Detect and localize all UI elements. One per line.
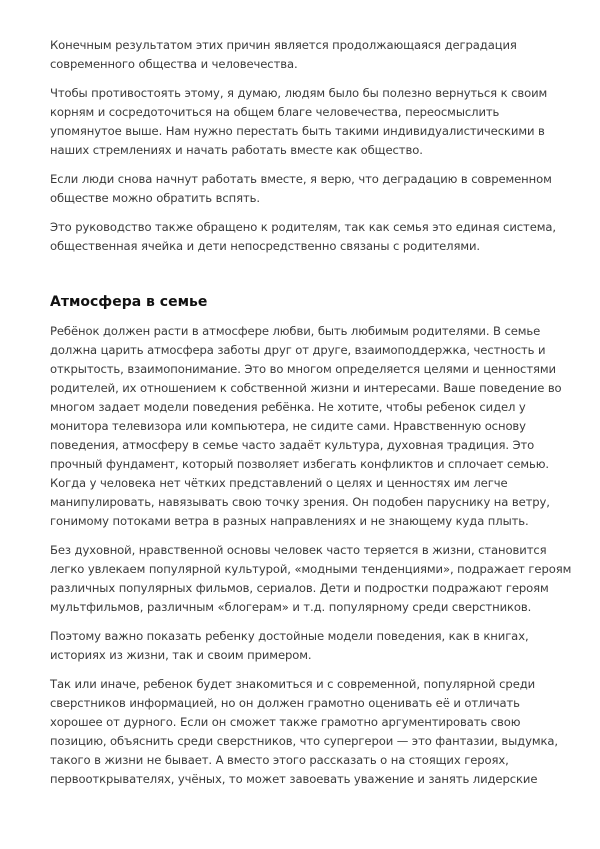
text-line: Ребёнок должен расти в атмосфере любви, быть любимым родителями. В семье (50, 324, 541, 338)
text-line: манипулировать, навязывать свою точку зрения. Он подобен паруснику на ветру, (50, 495, 550, 509)
text-line: Так или иначе, ребенок будет знакомиться и с современной, популярной среди (50, 677, 536, 691)
text-line: Чтобы противостоять этому, я думаю, людям было бы полезно вернуться к своим (50, 86, 548, 100)
text-line: поведения, атмосферу в семье часто задаёт культура, духовная традиция. Это (50, 438, 535, 452)
text-line: такого в жизни не бывает. А вместо этого рассказать о на стоящих героях, (50, 753, 509, 767)
paragraph (50, 170, 570, 208)
paragraph (50, 218, 570, 256)
text-line: многом задает модели поведения ребёнка. Не хотите, чтобы ребенок сидел у (50, 400, 526, 414)
text-line: родителей, их отношением к собственной жизни и интересами. Ваше поведение во (50, 381, 562, 395)
text-line: Без духовной, нравственной основы человек часто теряется в жизни, становится (50, 543, 547, 557)
text-line: упомянутое выше. Нам нужно перестать быть такими индивидуалистическими в (50, 124, 545, 138)
paragraph (50, 675, 570, 789)
text-line: историях из жизни, так и своим примером. (50, 648, 312, 662)
text-line: общественная ячейка и дети непосредственно связаны с родителями. (50, 239, 481, 253)
text-line: легко увлекаем популярной культурой, «модными тенденциями», подражает героям (50, 562, 572, 576)
text-line: прочный фундамент, который позволяет избегать конфликтов и сплочает семью. (50, 457, 549, 471)
text-line: мультфильмов, различным «блогерам» и т.д. популярному среди сверстников. (50, 600, 532, 614)
document-page (50, 36, 570, 799)
text-line: монитора телевизора или компьютера, не сидите сами. Нравственную основу (50, 419, 526, 433)
text-line: гонимому потоками ветра в разных направлениях и не знающему куда плыть. (50, 514, 529, 528)
text-line: должна царить атмосфера заботы друг от друге, взаимоподдержка, честность и (50, 343, 546, 357)
paragraph (50, 627, 570, 665)
paragraph (50, 36, 570, 74)
text-line: хорошее от дурного. Если он сможет также грамотно аргументировать свою (50, 715, 521, 729)
paragraph (50, 541, 570, 617)
text-line: Конечным результатом этих причин является продолжающаяся деградация (50, 38, 517, 52)
text-line: современного общества и человечества. (50, 57, 298, 71)
text-line: открытость, взаимопонимание. Это во многом определяется целями и ценностями (50, 362, 556, 376)
paragraph (50, 322, 570, 531)
section-heading: Атмосфера в семье (50, 294, 208, 310)
text-line: позицию, объяснить среди сверстников, что супергерои — это фантазии, выдумка, (50, 734, 558, 748)
text-line: сверстников информацией, но он должен грамотно оценивать её и отличать (50, 696, 520, 710)
paragraph (50, 84, 570, 160)
text-line: корням и сосредоточиться на общем благе человечества, переосмыслить (50, 105, 500, 119)
text-line: обществе можно обратить вспять. (50, 191, 260, 205)
text-line: Если люди снова начнут работать вместе, я верю, что деградацию в современном (50, 172, 552, 186)
text-line: наших стремлениях и начать работать вместе как общество. (50, 143, 423, 157)
text-line: Поэтому важно показать ребенку достойные модели поведения, как в книгах, (50, 629, 529, 643)
text-line: Когда у человека нет чётких представлений о целях и ценностях им легче (50, 476, 508, 490)
text-line: первооткрывателях, учёных, то может завоевать уважение и занять лидерские (50, 772, 538, 786)
text-line: различных популярных фильмов, сериалов. Дети и подростки подражают героям (50, 581, 549, 595)
text-line: Это руководство также обращено к родителям, так как семья это единая система, (50, 220, 556, 234)
